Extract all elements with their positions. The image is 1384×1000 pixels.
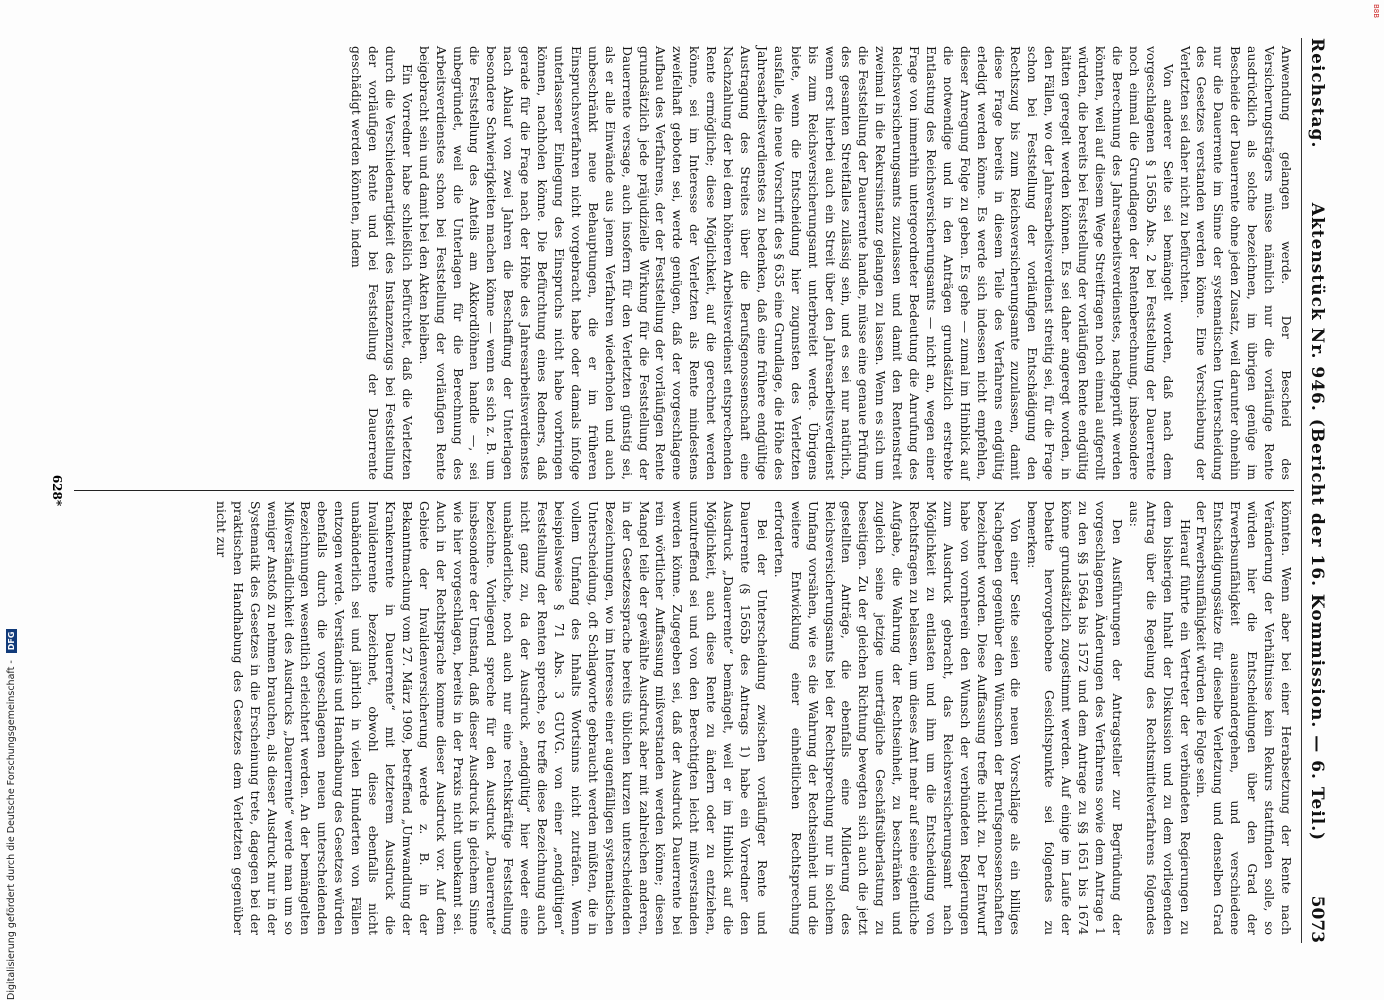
column-left [74,38,1294,488]
paragraph: Anwendung gelangen werde. Der Bescheid des Versicherungsträgers müsse nämlich nur die vorläufige Rente ausdrücklich als solche bezeichnen, im übrigen genüge im Bescheide der Dauerrente ohne jeden Zusatz, weil darunter ohnehin nur die Dauerrente im Sinne der systematischen Unterscheidung des Gesetzes verstanden werden könne. Eine Verschiebung der Verletzten sei daher nicht zu befürchten. [1177,46,1294,480]
page-content [50,38,1332,943]
header-middle [1307,148,1327,895]
paragraph: Von einer Seite seien die neuen Vorschläge als ein billiges Nachgeben gegenüber den Wünschen der Berufsgenossenschaften bezeichnet worden. Diese Auffassung treffe nicht zu. Der Entwurf habe von vornherein den Wunsch der verbündeten Regierungen zum Ausdruck gebracht, das Reichsversicherungsamt nach Möglichkeit zu entlasten und ihm um die Entscheidung von Rechtsfragen zu belassen, um dieses Amt mehr auf seine eigentliche Aufgabe, die Wahrung der Rechtseinheit, zu beschränken und zugleich seine jetzige unerträgliche Geschäftsüberlastung zu beseitigen. Zu der gleichen Richtung bewegten sich auch die jetzt gestellten Anträge, die ebenfalls eine Milderung des Reichsversicherungsamts bei der Rechtsprechung nur in solchem Umfang vorsähen, wie es die Wahrung der Rechtseinheit und die weitere Entwicklung einer einheitlichen Rechtsprechung erforderten. [771,501,1024,935]
header-document-number: Aktenstück Nr. 946. [1307,202,1327,412]
header-left: Reichstag. [1307,38,1327,149]
page-header [1301,38,1332,943]
column-divider [74,490,1294,491]
header-section: (Bericht der 16. Kommission. — 6. Teil.) [1307,418,1327,842]
paragraph: Hierauf führte ein Vertreter der verbündeten Regierungen zu dem bisherigen Inhalt der Diskussion und zu dem vorliegenden Antrag über die Regelung des Rechtsmittelverfahrens folgendes aus: [1126,501,1193,935]
paragraph: Von anderer Seite sei bemängelt worden, daß nach dem vorgeschlagenen § 1565b Abs. 2 bei Feststellung der Dauerrente noch einmal die Grundlagen der Rentenberechnung, insbesondere die Berechnung des Jahresarbeitsverdienstes, nachgeprüft werden könnten, weil auf diesem Wege Streitfragen noch einmal aufgerollt würden, die bereits bei Feststellung der vorläufigen Rente endgültig hätten geregelt werden können. Es sei daher angeregt worden, in den Fällen, wo der Jahresarbeitsverdienst streitig sei, für die Frage schon bei Feststellung der vorläufigen Entschädigung den Rechtszug bis zum Reichsversicherungsamte zuzulassen, damit diese Frage bereits in diesem Teile des Verfahrens endgültig erledigt werden könne. Es werde sich indessen nicht empfehlen, dieser Anregung Folge zu geben. Es gehe — zumal im Hinblick auf die notwendige und in den Anträgen grundsätzlich erstrebte Entlastung des Reichsversicherungsamts — nicht an, wegen einer Frage von immerhin untergeordneter Bedeutung die Anrufung des Reichsversicherungsamts zuzulassen und damit den Rentenstreit zweimal in die Rekursinstanz gelangen zu lassen. Wenn es sich um die Feststellung der Dauerrente handle, müsse eine genaue Prüfung des gesamten Streitfalles zulässig sein, und es sei nur natürlich, wenn erst hierbei auch ein Streit über den Jahresarbeitsverdienst bis zum Reichsversicherungsamt unterbreitet werde. Übrigens biete, wenn die Entscheidung hier zugunsten des Verletzten ausfalle, die neue Vorschrift des § 635 eine Grundlage, die Höhe des Jahresarbeitsverdienstes zu bedenken, daß eine frühere endgültige Austragung des Streites über die Berufsgenossenschaft eine Nachzahlung der bei dem höheren Arbeitsverdienst entsprechenden Rente ermögliche; diese Möglichkeit, auf die gerechnet werden könne, sei im Interesse der Verletzten als Rente mindestens zweifelhaft geboten sei, werde genügen, daß der vorgeschlagene Aufbau des Verfahrens, der der Feststellung der vorläufigen Rente grundsätzlich jede präjudizielle Wirkung für die Feststellung der Dauerrente versage, auch insofern für den Verletzten günstig sei, als er alle Einwände aus jenem Verfahren wiederholen und auch unbeschränkt neue Behauptungen, die er im früheren Einspruchsverfahren nicht vorgebracht habe oder damals infolge unterlassener Einlegung des Einspruchs nicht habe vorbringen können, nachholen könne. Die Befürchtung eines Redners, daß gerade für die Frage nach der Höhe des Jahresarbeitsverdienstes nach Ablauf von zwei Jahren die Beschaffung der Unterlagen besondere Schwierigkeiten machen könne — wenn es sich z. B. um die Feststellung des Anteils am Akkordlöhnen handle —, sei unbegründet, weil die Unterlagen für die Berechnung des Arbeitsverdienstes schon bei Feststellung der vorläufigen Rente beigebracht sein und damit bei den Akten bleiben. [416,46,1176,480]
paragraph: könnten. Wenn aber bei einer Herabsetzung der Rente nach Veränderung der Verhältnisse kein Rekurs stattfinden solle, so würden hier die Entscheidungen über den Grad der Erwerbsunfähigkeit auseinandergehen, und verschiedene Entschädigungssätze für dieselbe Verletzung und denselben Grad der Erwerbsunfähigkeit würden die Folge sein. [1194,501,1294,935]
paragraph: Bei der Unterscheidung zwischen vorläufiger Rente und Dauerrente (§ 1565b des Antrags 1) habe ein Vorredner den Ausdruck „Dauerrente“ bemängelt, weil er im Hinblick auf die Möglichkeit, auch diese Rente zu ändern oder zu entziehen, unzutreffend sei und von den Berechtigten leicht mißverstanden werden könne. Zugegeben sei, daß der Ausdruck Dauerrente bei rein wörtlicher Auffassung mißverstanden werden könne; diesen Mangel teile der gewählte Ausdruck aber mit zahlreichen anderen, in der Gesetzessprache bereits üblichen kurzen unterscheidenden Bezeichnungen, wo im Interesse einer augenfälligen systematischen Unterscheidung, oft Schlagworte gebraucht werden müßten, die in vollem Umfang des Inhalts Wortsinns nicht zuträfen. Wenn beispielsweise § 71 Abs. 3 GUVG. von einer „endgültigen“ Feststellung der Renten spreche, so treffe diese Bezeichnung auch nicht ganz zu, da der Ausdruck „endgültig“ hier weder eine unabänderliche, noch auch nur eine rechtskräftige Feststellung bezeichne. Vorliegend spreche für den Ausdruck „Dauerrente“ insbesondere der Umstand, daß dieser Ausdruck in gleichem Sinne wie hier vorgeschlagen, bereits in der Praxis nicht unbekannt sei. Auch in der Rechtsprache komme dieser Ausdruck vor. Auf dem Gebiete der Invalidenversicherung werde z. B. in der Bekanntmachung vom 27. März 1909, betreffend „Umwandlung der Krankenrente in Dauerrente“ mit letzterem Ausdruck die Invalidenrente bezeichnet, obwohl diese ebenfalls nicht unabänderlich sei und jährlich in vielen Hunderten von Fällen entzogen werde. Verständnis und Handhabung des Gesetzes würden ebenfalls durch die vorgeschlagenen neuen unterscheidenden Bezeichnungen wesentlich erleichtert werden. An der bemängelten Mißverständlichkeit des Ausdrucks „Dauerrente“ werde man um so weniger Anstoß zu nehmen brauchen, als dieser Ausdruck nur in der Systematik des Gesetzes in die Erscheinung trete, dagegen bei der praktischen Handhabung des Gesetzes dem Verletzten gegenüber nicht zur [213,501,770,935]
paragraph: Den Ausführungen der Antragsteller zur Begründung der vorgeschlagenen Änderungen des Verfahrens sowie dem Antrage 1 zu den §§ 1564a bis 1572 und dem Antrage zu §§ 1651 bis 1674 könne grundsätzlich zugestimmt werden. Auf einige im Laufe der Debatte hervorgehobene Gesichtspunkte sei folgendes zu bemerken: [1025,501,1125,935]
footer-signature: 628* [50,474,64,507]
dfg-logo: DFG [6,629,17,654]
page-number: 5073 [1307,895,1327,943]
digitization-text: Digitalisierung gefördert durch die Deutsche Forschungsgemeinschaft - [6,660,17,1000]
corner-mark: B8B [1372,4,1380,19]
paragraph: Ein Vorredner habe schließlich befürchtet, daß die Verletzten durch die Verschiedenartigkeit des Instanzenzugs bei Feststellung der vorläufigen Rente und bei Feststellung der Dauerrente geschädigt werden könnten, indem [349,46,415,480]
digitization-note [6,0,17,1000]
text-columns [74,38,1294,943]
column-right [74,493,1294,943]
